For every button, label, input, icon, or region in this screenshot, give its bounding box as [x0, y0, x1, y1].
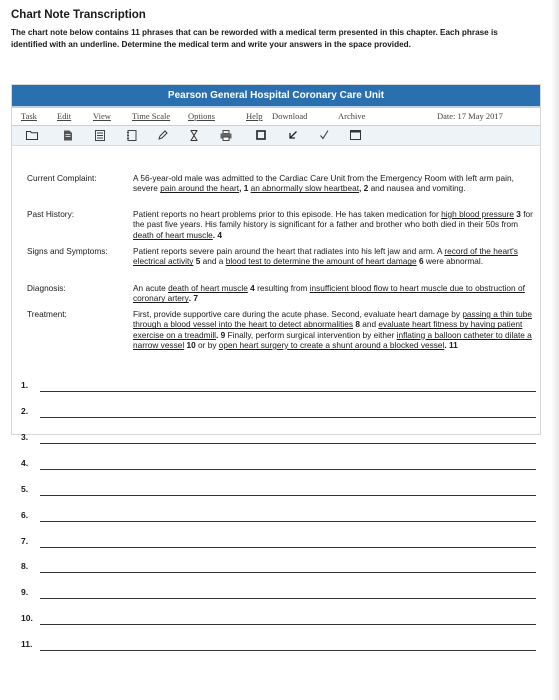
answer-underline [40, 624, 536, 625]
answer-line[interactable] [11, 613, 539, 627]
phrase-number: 10 [184, 339, 196, 350]
phrase-4-repeat: death of heart muscle [168, 283, 248, 293]
phrase-number: 6 [416, 256, 424, 267]
menu-help[interactable]: Help [246, 111, 263, 121]
answer-line[interactable] [11, 561, 539, 575]
phrase-number: , 2 [359, 183, 369, 194]
text-segment: or by [195, 339, 219, 350]
answer-line[interactable] [11, 536, 539, 550]
label-treatment: Treatment: [27, 309, 67, 319]
text-segment: Patient reports severe pain around the heart that radiates into his left jaw and arm. A [133, 246, 445, 256]
phrase-number: 8 [353, 319, 360, 330]
answer-underline [40, 469, 536, 470]
phrase-3: high blood pressure [441, 209, 514, 219]
label-past-history: Past History: [27, 209, 75, 219]
answer-number: 5. [21, 484, 29, 494]
text-segment: resulting from [254, 283, 310, 293]
phrase-2: an abnormally slow heartbeat [250, 183, 360, 194]
text-segment: and [359, 319, 379, 330]
page-title: Chart Note Transcription [11, 9, 146, 21]
pen-icon[interactable] [156, 129, 168, 141]
answer-line[interactable] [11, 432, 539, 446]
document-icon[interactable] [62, 129, 74, 141]
menu-download[interactable]: Download [272, 111, 308, 121]
notes-icon[interactable] [126, 129, 138, 141]
answer-number: 2. [21, 406, 29, 416]
answer-number: 9. [21, 587, 29, 597]
answer-number: 3. [21, 432, 29, 442]
phrase-number: . 9 [216, 329, 226, 340]
list-icon[interactable] [94, 129, 106, 141]
text-treatment [133, 309, 535, 350]
answer-underline [40, 572, 536, 573]
toolbar [12, 126, 540, 146]
answer-number: 11. [21, 639, 33, 649]
check-icon[interactable] [318, 129, 330, 141]
text-past-history [133, 209, 535, 240]
answer-number: 4. [21, 458, 29, 468]
text-segment: for the past five years. His family history is significant for a father and brother who both died in their 50s from [133, 209, 533, 230]
text-segment: First, provide supportive care during the acute phase. Second, evaluate heart damage by [133, 309, 463, 319]
window-title: Pearson General Hospital Coronary Care Unit [12, 85, 540, 108]
hourglass-icon[interactable] [188, 129, 200, 141]
menu-options[interactable]: Options [188, 111, 215, 121]
text-segment: Finally, perform surgical intervention by either [225, 329, 397, 340]
answer-line[interactable] [11, 380, 539, 394]
text-segment: and a [200, 256, 226, 267]
answer-underline [40, 417, 536, 418]
arrow-icon[interactable] [287, 129, 299, 141]
answer-underline [40, 521, 536, 522]
text-segment: A 56-year-old male was admitted to the Cardiac Care Unit from the Emergency Room with left arm pain, severe [133, 173, 514, 194]
phrase-number: 4 [247, 283, 255, 293]
text-segment: were abnormal. [423, 256, 484, 267]
answer-number: 10. [21, 613, 33, 623]
phrase-number: 5 [193, 256, 201, 267]
answer-line[interactable] [11, 406, 539, 420]
label-current-complaint: Current Complaint: [27, 173, 97, 183]
label-diagnosis: Diagnosis: [27, 283, 66, 293]
text-diagnosis [133, 283, 535, 304]
answer-number: 8. [21, 561, 29, 571]
text-segment: Patient reports no heart problems prior to this episode. He has taken medication for [133, 209, 442, 219]
menu-time-scale[interactable]: Time Scale [132, 111, 171, 121]
answer-number: 6. [21, 510, 29, 520]
window-icon[interactable] [349, 129, 361, 141]
phrase-number: . 7 [188, 293, 199, 304]
menu-view[interactable]: View [93, 111, 111, 121]
phrase-7: insufficient blood flow to heart muscle due to obstruction of coronary artery [133, 283, 525, 304]
phrase-9: evaluate heart fitness by having patient exercise on a treadmill [133, 319, 523, 340]
phrase-6: blood test to determine the amount of heart damage [225, 256, 417, 267]
answer-underline [40, 391, 536, 392]
answer-line[interactable] [11, 484, 539, 498]
answer-underline [40, 650, 536, 651]
phrase-number: , 1 [239, 183, 251, 194]
instructions: The chart note below contains 11 phrases that can be reworded with a medical term presented in this chapter. Each phrase is identified with an underline. Determine the medical term and write your answers in the space provided. [11, 28, 498, 49]
phrase-number: . 4 [212, 229, 223, 240]
date-display: Date: 17 May 2017 [437, 111, 503, 121]
text-segment: An acute [133, 283, 169, 293]
answer-number: 1. [21, 380, 29, 390]
text-signs-symptoms [133, 246, 535, 267]
answer-underline [40, 443, 536, 444]
answer-line[interactable] [11, 639, 539, 653]
phrase-number: 3 [513, 209, 521, 219]
phrase-10: inflating a balloon catheter to dilate a narrow vessel [133, 329, 532, 350]
phrase-number: . 11 [444, 339, 458, 350]
text-segment: and nausea and vomiting. [368, 183, 466, 194]
answer-line[interactable] [11, 458, 539, 472]
folder-icon[interactable] [26, 129, 38, 141]
print-icon[interactable] [220, 129, 232, 141]
label-signs-symptoms: Signs and Symptoms: [27, 246, 108, 256]
square-icon[interactable] [255, 129, 267, 141]
phrase-11: open heart surgery to create a shunt around a blocked vessel [218, 339, 445, 350]
phrase-4: death of heart muscle [133, 229, 213, 240]
answer-underline [40, 547, 536, 548]
answer-line[interactable] [11, 510, 539, 524]
phrase-1: pain around the heart [160, 183, 240, 194]
menu-bar [12, 108, 540, 126]
phrase-8: passing a thin tube through a blood vessel into the heart to detect abnormalities [133, 309, 532, 330]
phrase-5: record of the heart's electrical activity [133, 246, 518, 267]
page-edge-shadow [551, 0, 559, 700]
menu-archive[interactable]: Archive [338, 111, 366, 121]
menu-task[interactable]: Task [21, 111, 37, 121]
answer-number: 7. [21, 536, 29, 546]
text-current-complaint [133, 173, 535, 194]
menu-edit[interactable]: Edit [57, 111, 72, 121]
answer-underline [40, 495, 536, 496]
answer-line[interactable] [11, 587, 539, 601]
answer-underline [40, 598, 536, 599]
